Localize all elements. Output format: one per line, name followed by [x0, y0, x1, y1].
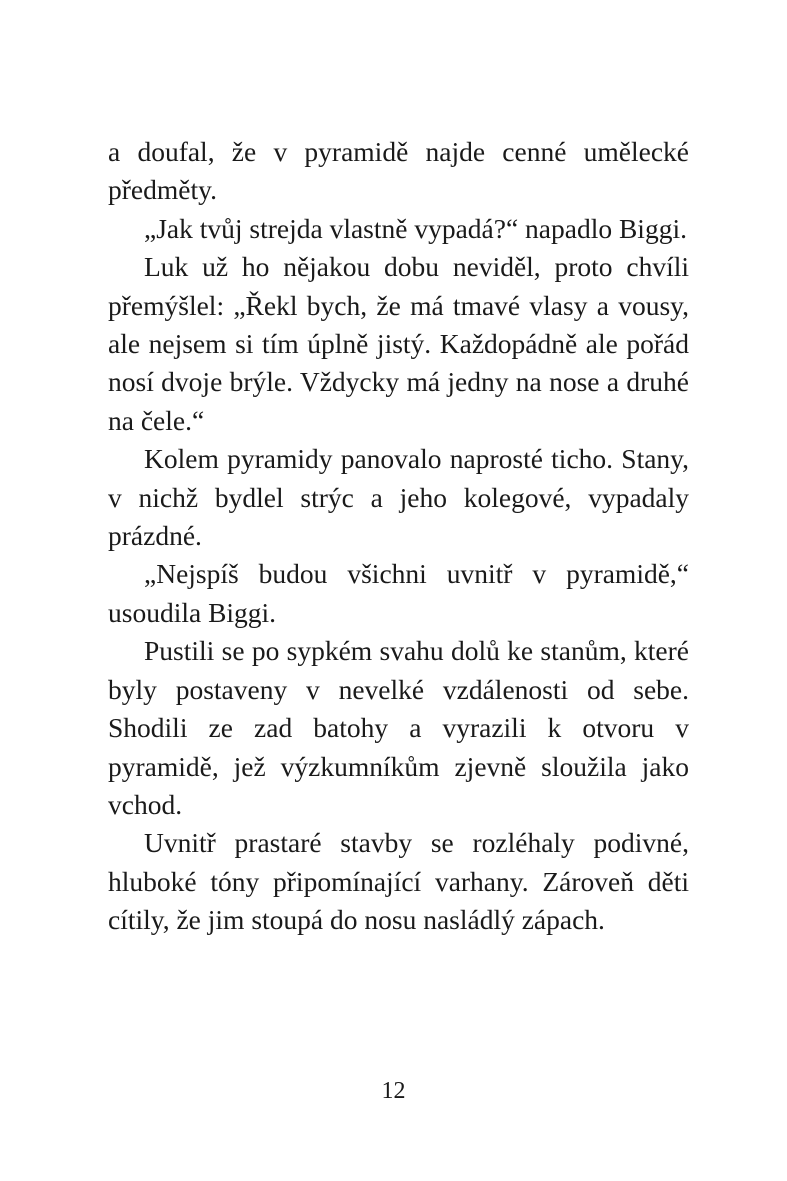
paragraph-2: „Jak tvůj strejda vlastně vypadá?“ napadlo Biggi.	[144, 212, 687, 244]
paragraph-5: „Nejspíš budou všichni uvnitř v pyramidě,“ usoudila Biggi.	[108, 558, 689, 628]
body-text	[108, 133, 689, 940]
paragraph-7: Uvnitř prastaré stavby se rozléhaly podivné, hluboké tóny připomínající varhany. Zároveň děti cítily, že jim stoupá do nosu nasládlý zápach.	[108, 827, 689, 936]
paragraph-1: a doufal, že v pyramidě najde cenné umělecké předměty.	[108, 136, 689, 206]
paragraph-6: Pustili se po sypkém svahu dolů ke stanům, které byly postaveny v nevelké vzdálenosti od sebe. Shodili ze zad batohy a vyrazili k otvoru v pyramidě, jež výzkumníkům zjevně sloužila jako vchod.	[108, 635, 689, 820]
page-number: 12	[381, 1078, 406, 1104]
paragraph-4: Kolem pyramidy panovalo naprosté ticho. Stany, v nichž bydlel strýc a jeho kolegové, vypadaly prázdné.	[108, 443, 689, 552]
paragraph-3: Luk už ho nějakou dobu neviděl, proto chvíli přemýšlel: „Řekl bych, že má tmavé vlasy a vousy, ale nejsem si tím úplně jistý. Každopádně ale pořád nosí dvoje brýle. Vždycky má jedny na nose a druhé na čele.“	[108, 251, 689, 436]
